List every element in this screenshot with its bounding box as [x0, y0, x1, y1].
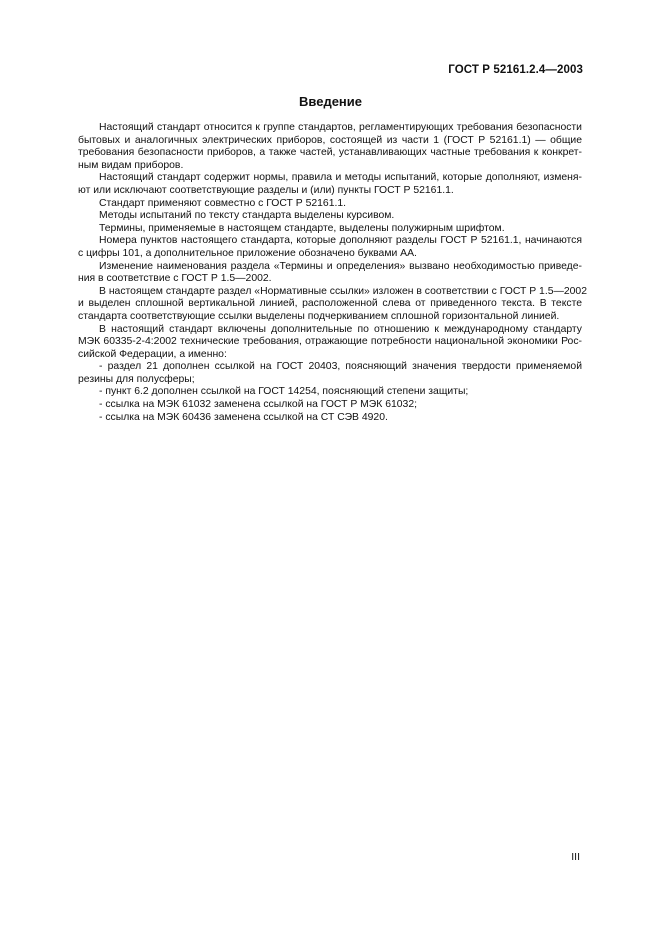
list-item — [78, 399, 582, 412]
text-line: Термины, применяемые в настоящем стандарте, выделены полужирным шрифтом. — [99, 222, 505, 234]
paragraph-section-rename — [78, 261, 582, 286]
section-title: Введение — [299, 94, 362, 109]
paragraph-scope — [78, 122, 582, 172]
text-line: - пункт 6.2 дополнен ссылкой на ГОСТ 14254, поясняющий степени защиты; — [99, 386, 469, 398]
paragraph-terms — [78, 223, 582, 236]
text-line: - раздел 21 дополнен ссылкой на ГОСТ 20403, поясняющий значения твердости применяемой — [99, 361, 582, 373]
page-number: III — [571, 851, 580, 863]
paragraph-test-methods — [78, 210, 582, 223]
list-item — [78, 361, 582, 386]
text-line: ным видам приборов. — [78, 159, 184, 171]
text-line: бытовых и аналогичных электрических приборов, состоящей из части 1 (ГОСТ Р 52161.1) — общие — [78, 134, 582, 146]
text-line: Изменение наименования раздела «Термины и определения» вызвано необходимостью приведе- — [99, 260, 582, 272]
text-line: Настоящий стандарт относится к группе стандартов, регламентирующих требования безопасности — [99, 122, 582, 133]
text-line: ют или исключают соответствующие разделы и (или) пункты ГОСТ Р 52161.1. — [78, 184, 454, 196]
document-body — [78, 122, 587, 424]
text-line: сийской Федерации, а именно: — [78, 348, 227, 360]
requirements-list — [78, 361, 582, 424]
list-item — [78, 386, 582, 399]
text-line: В настоящий стандарт включены дополнительные по отношению к международному стандарту — [99, 323, 582, 335]
text-line: стандарта соответствующие ссылки выделены подчеркиванием сплошной горизонтальной линией. — [78, 310, 560, 322]
text-line: Номера пунктов настоящего стандарта, которые дополняют разделы ГОСТ Р 52161.1, начинаются — [99, 235, 582, 247]
text-line: Методы испытаний по тексту стандарта выделены курсивом. — [99, 210, 395, 222]
text-line: с цифры 101, а дополнительное приложение обозначено буквами АА. — [78, 247, 417, 259]
paragraph-numbering — [78, 235, 582, 260]
text-line: резины для полусферы; — [78, 373, 195, 385]
paragraph-normative-references — [78, 285, 587, 324]
text-line: и выделен сплошной вертикальной линией, расположенной слева от приведенного текста. В тексте — [78, 298, 582, 310]
text-line: Стандарт применяют совместно с ГОСТ Р 52161.1. — [99, 197, 347, 209]
text-line: - ссылка на МЭК 61032 заменена ссылкой на ГОСТ Р МЭК 61032; — [99, 399, 417, 411]
text-line: В настоящем стандарте раздел «Нормативные ссылки» изложен в соответствии с ГОСТ Р 1.5—2002 — [99, 285, 587, 297]
paragraph-usage — [78, 198, 582, 211]
text-line: ния в соответствие с ГОСТ Р 1.5—2002. — [78, 273, 272, 285]
text-line: МЭК 60335-2-4:2002 технические требования, отражающие потребности национальной экономики Рос- — [78, 336, 582, 348]
paragraph-content — [78, 172, 582, 197]
text-line: Настоящий стандарт содержит нормы, правила и методы испытаний, которые дополняют, изменя- — [99, 172, 582, 184]
text-line: требования безопасности приборов, а также частей, устанавливающих частные требования к конкрет- — [78, 147, 582, 159]
list-item — [78, 412, 582, 425]
paragraph-additional-requirements — [78, 324, 582, 362]
text-line: - ссылка на МЭК 60436 заменена ссылкой на СТ СЭВ 4920. — [99, 411, 388, 423]
document-code-header: ГОСТ Р 52161.2.4—2003 — [448, 64, 583, 76]
